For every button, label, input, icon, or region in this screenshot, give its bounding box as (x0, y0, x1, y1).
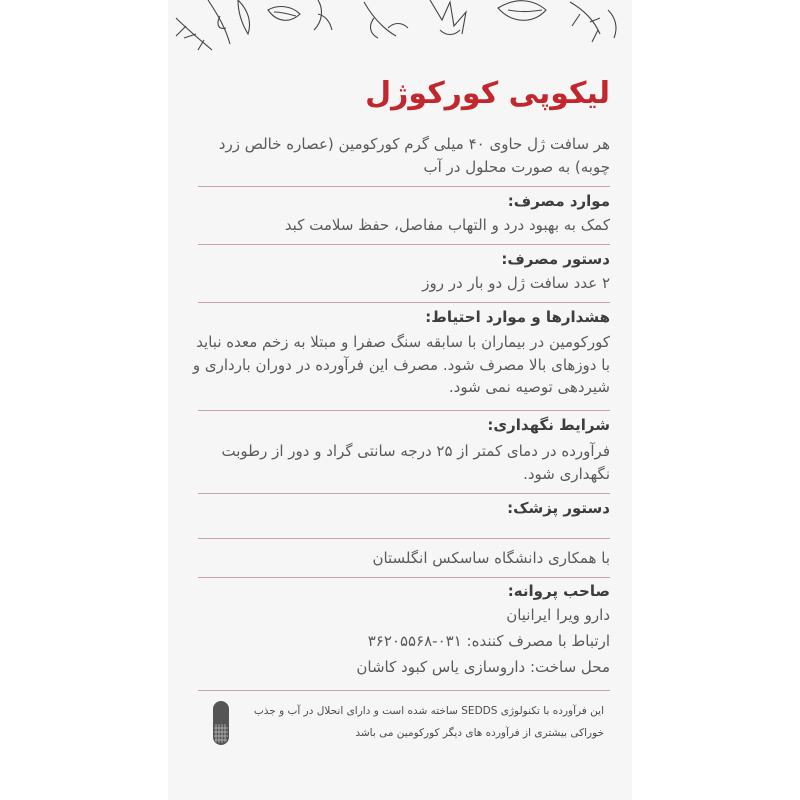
product-title: لیکوپی کورکوژل (365, 76, 610, 111)
divider (198, 577, 610, 578)
warnings-heading: هشدارها و موارد احتیاط: (425, 308, 610, 326)
label-content (168, 0, 632, 800)
storage-heading: شرایط نگهداری: (487, 416, 610, 434)
composition-text: هر سافت ژل حاوی ۴۰ میلی گرم کورکومین (عصاره خالص زرد چوبه) به صورت محلول در آب (218, 135, 610, 176)
consumer-contact: ارتباط با مصرف کننده: ۰۳۱-۳۶۲۰۵۵۶۸ (367, 632, 610, 650)
divider (198, 244, 610, 245)
usage-heading: موارد مصرف: (507, 192, 610, 210)
manufacturer-text: محل ساخت: داروسازی یاس کبود کاشان (356, 658, 610, 676)
divider (198, 186, 610, 187)
doctor-heading: دستور پزشک: (507, 499, 610, 517)
usage-text: کمک به بهبود درد و التهاب مفاصل، حفظ سلامت کبد (284, 216, 610, 234)
softgel-capsule-icon (212, 700, 230, 746)
dosage-text: ۲ عدد سافت ژل دو بار در روز (422, 274, 610, 292)
warnings-text: کورکومین در بیماران با سابقه سنگ صفرا و مبتلا به زخم معده نباید با دوزهای بالا مصرف شود. مصرف این فرآورده در دوران بارداری و شیردهی توصیه نمی شود. (192, 333, 610, 396)
divider (198, 690, 610, 691)
storage-text: فرآورده در دمای کمتر از ۲۵ درجه سانتی گراد و دور از رطوبت نگهداری شود. (221, 442, 610, 483)
technology-footnote: این فرآورده با تکنولوژی SEDDS ساخته شده است و دارای انحلال در آب و جذب خوراکی بیشتری از فرآورده های دیگر کورکومین می باشد (253, 705, 604, 739)
divider (198, 410, 610, 411)
collaboration-text: با همکاری دانشگاه ساسکس انگلستان (372, 549, 610, 567)
divider (198, 538, 610, 539)
dosage-heading: دستور مصرف: (501, 250, 610, 268)
license-heading: صاحب پروانه: (507, 582, 610, 600)
divider (198, 493, 610, 494)
product-label-panel (168, 0, 632, 800)
divider (198, 302, 610, 303)
license-holder: دارو ویرا ایرانیان (506, 606, 610, 624)
